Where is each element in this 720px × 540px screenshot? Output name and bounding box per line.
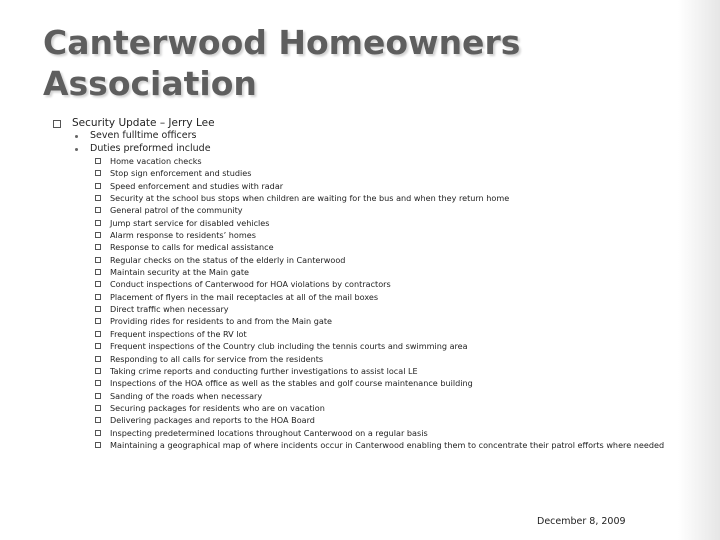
duty-text: Sanding of the roads when necessary	[110, 390, 263, 401]
duty-text: Maintain security at the Main gate	[110, 267, 250, 278]
duty-list-item	[53, 155, 670, 167]
duty-text: Frequent inspections of the Country club including the tennis courts and swimming area	[110, 341, 468, 352]
square-bullet-icon	[95, 306, 101, 312]
square-bullet-icon	[95, 232, 101, 238]
sub-list-item	[53, 143, 693, 156]
duty-list-item	[53, 266, 670, 278]
duty-list-item	[53, 328, 670, 340]
duty-text: Securing packages for residents who are on vacation	[110, 402, 325, 413]
square-bullet-icon	[95, 220, 101, 226]
square-bullet-icon	[95, 281, 101, 287]
duty-list-item	[53, 353, 670, 365]
duty-text: Stop sign enforcement and studies	[110, 168, 252, 179]
dot-bullet-icon	[75, 148, 78, 151]
duty-list-item	[53, 377, 670, 389]
sub-item-text: Duties preformed include	[90, 142, 211, 154]
square-bullet-icon	[95, 393, 101, 399]
duty-list-item	[53, 229, 670, 241]
square-bullet-icon	[95, 294, 101, 300]
duty-list-item	[53, 278, 670, 290]
duty-list-item	[53, 167, 670, 179]
square-bullet-icon	[95, 207, 101, 213]
section-heading: Security Update – Jerry Lee	[72, 117, 215, 129]
square-bullet-icon	[95, 269, 101, 275]
duty-text: Security at the school bus stops when children are waiting for the bus and when they return home	[110, 193, 510, 204]
sub-item-list	[53, 130, 693, 155]
dot-bullet-icon	[75, 135, 78, 138]
duty-text: Direct traffic when necessary	[110, 304, 229, 315]
square-bullet-icon	[95, 244, 101, 250]
duty-list-item	[53, 291, 670, 303]
section-heading-row	[53, 117, 693, 130]
square-bullet-icon	[95, 257, 101, 263]
sub-item-text: Seven fulltime officers	[90, 130, 197, 141]
duty-text: Responding to all calls for service from the residents	[110, 353, 324, 364]
square-bullet-icon	[95, 170, 101, 176]
square-bullet-icon	[95, 195, 101, 201]
square-bullet-icon	[95, 405, 101, 411]
duty-text: Inspecting predetermined locations throughout Canterwood on a regular basis	[110, 427, 428, 438]
square-bullet-icon	[95, 183, 101, 189]
duty-list-item	[53, 402, 670, 414]
duty-text: Inspections of the HOA office as well as the stables and golf course maintenance building	[110, 378, 473, 389]
square-bullet-icon	[95, 356, 101, 362]
duty-list-item	[53, 192, 670, 204]
square-bullet-icon	[95, 158, 101, 164]
duty-list-item	[53, 241, 670, 253]
square-bullet-icon	[95, 430, 101, 436]
duty-list-item	[53, 365, 670, 377]
duty-text: Delivering packages and reports to the HOA Board	[110, 415, 315, 426]
duty-text: Taking crime reports and conducting further investigations to assist local LE	[110, 365, 418, 376]
duty-text: Speed enforcement and studies with radar	[110, 180, 284, 191]
duty-text: Frequent inspections of the RV lot	[110, 328, 247, 339]
slide-date: December 8, 2009	[537, 516, 626, 527]
duty-text: General patrol of the community	[110, 205, 243, 216]
duty-text: Regular checks on the status of the elderly in Canterwood	[110, 254, 346, 265]
content-block	[53, 117, 693, 451]
square-bullet-icon	[95, 442, 101, 448]
duty-list-item	[53, 390, 670, 402]
square-bullet-icon	[95, 343, 101, 349]
square-bullet-icon	[95, 380, 101, 386]
duty-list-item	[53, 414, 670, 426]
square-bullet-icon	[95, 368, 101, 374]
duty-text: Maintaining a geographical map of where incidents occur in Canterwood enabling them to concentrate their patrol efforts where needed	[110, 439, 665, 450]
duty-list-item	[53, 340, 670, 352]
duty-text: Response to calls for medical assistance	[110, 242, 274, 253]
duty-list-item	[53, 180, 670, 192]
square-bullet-icon	[95, 417, 101, 423]
sub-list-item	[53, 130, 693, 143]
duty-list-item	[53, 439, 670, 451]
duty-list	[53, 155, 693, 451]
duty-list-item	[53, 217, 670, 229]
duty-text: Conduct inspections of Canterwood for HOA violations by contractors	[110, 279, 391, 290]
square-bullet-icon	[95, 318, 101, 324]
square-bullet-icon	[53, 120, 61, 128]
duty-list-item	[53, 427, 670, 439]
duty-text: Placement of flyers in the mail receptacles at all of the mail boxes	[110, 291, 379, 302]
duty-text: Home vacation checks	[110, 156, 202, 166]
duty-list-item	[53, 303, 670, 315]
square-bullet-icon	[95, 331, 101, 337]
duty-text: Providing rides for residents to and from the Main gate	[110, 316, 333, 327]
duty-list-item	[53, 315, 670, 327]
slide-title: Canterwood Homeowners Association	[43, 23, 521, 103]
duty-list-item	[53, 204, 670, 216]
duty-list-item	[53, 254, 670, 266]
duty-text: Alarm response to residents’ homes	[110, 230, 256, 241]
duty-text: Jump start service for disabled vehicles	[110, 217, 270, 228]
